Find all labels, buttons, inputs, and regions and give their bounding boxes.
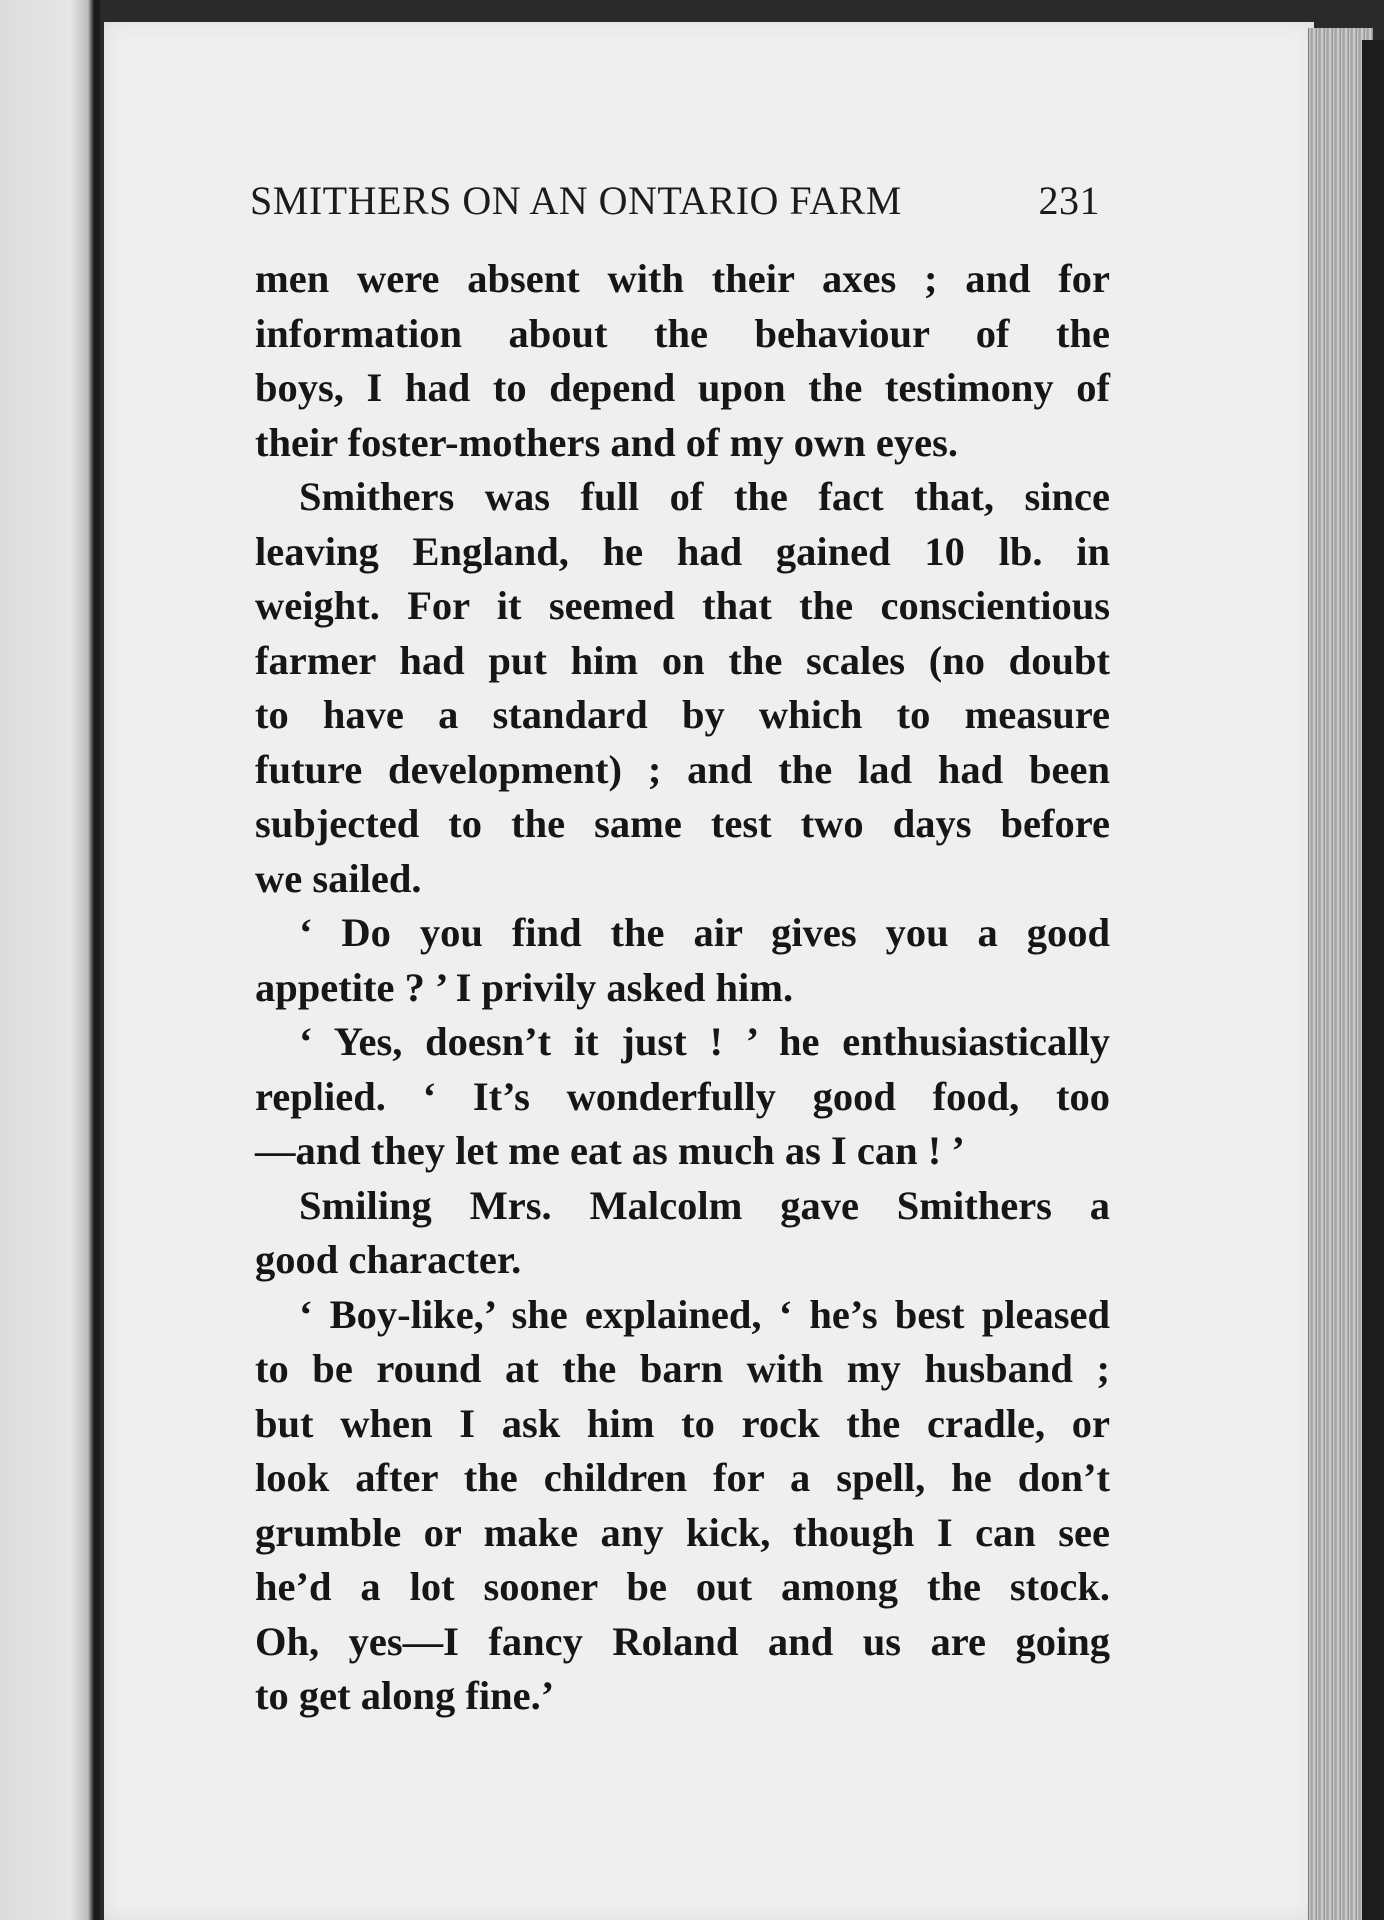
text-line: their foster-mothers and of my own eyes.: [255, 419, 958, 465]
text-line: future development) ; and the lad had been: [255, 746, 1110, 792]
text-line: Smithers was full of the fact that, since: [299, 474, 1110, 519]
body-text: [255, 252, 1110, 1724]
text-line: he’d a lot sooner be out among the stock.: [255, 1564, 1110, 1609]
text-line: information about the behaviour of the: [255, 310, 1110, 356]
text-line: appetite ? ’ I privily asked him.: [255, 964, 794, 1010]
text-line: boys, I had to depend upon the testimony of: [255, 365, 1110, 410]
text-line: ‘ Yes, doesn’t it just ! ’ he enthusiastically: [299, 1019, 1110, 1064]
text-line: we sailed.: [255, 855, 422, 901]
text-line: ‘ Boy-like,’ she explained, ‘ he’s best pleased: [299, 1291, 1110, 1337]
text-line: grumble or make any kick, though I can see: [255, 1509, 1110, 1555]
page-number: 231: [1038, 177, 1100, 223]
text-line: replied. ‘ It’s wonderfully good food, too: [255, 1073, 1110, 1119]
text-line: subjected to the same test two days before: [255, 801, 1110, 846]
text-line: Smiling Mrs. Malcolm gave Smithers a: [299, 1182, 1110, 1228]
page-header: [250, 170, 1100, 230]
text-line: to get along fine.’: [255, 1673, 555, 1718]
text-line: men were absent with their axes ; and for: [255, 256, 1110, 301]
text-line: to be round at the barn with my husband ;: [255, 1346, 1110, 1391]
running-title: SMITHERS ON AN ONTARIO FARM: [250, 177, 902, 223]
text-line: good character.: [255, 1237, 522, 1282]
text-line: look after the children for a spell, he don’t: [255, 1455, 1110, 1500]
text-line: to have a standard by which to measure: [255, 692, 1110, 737]
text-line: farmer had put him on the scales (no doubt: [255, 637, 1110, 683]
text-line: leaving England, he had gained 10 lb. in: [255, 528, 1110, 574]
text-line: ‘ Do you find the air gives you a good: [299, 910, 1110, 955]
left-page-edge: [0, 0, 100, 1920]
text-line: weight. For it seemed that the conscientious: [255, 583, 1110, 628]
text-line: —and they let me eat as much as I can ! ’: [255, 1128, 965, 1173]
text-line: but when I ask him to rock the cradle, or: [255, 1400, 1110, 1446]
text-line: Oh, yes—I fancy Roland and us are going: [255, 1618, 1110, 1664]
book-binding: [1362, 40, 1384, 1920]
